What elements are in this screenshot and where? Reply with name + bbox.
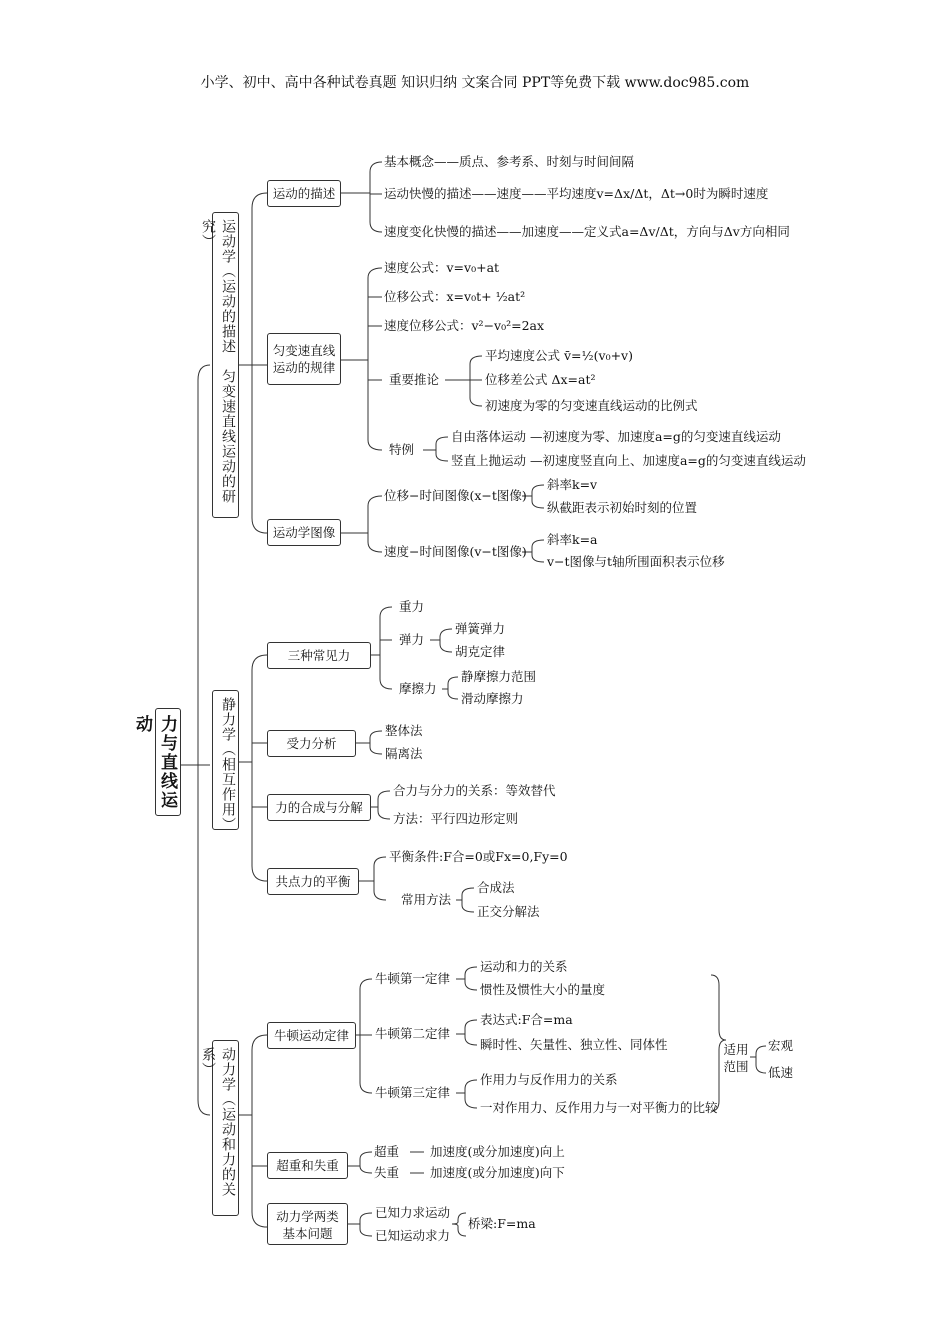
scope-label-line2: 范围 [723, 1059, 749, 1074]
scope-label-line1: 适用 [723, 1042, 749, 1057]
method-item: 合成法 [477, 880, 515, 895]
overweight-desc: 加速度(或分加速度)向上 [430, 1144, 565, 1159]
overweight-label: 超重 [374, 1144, 400, 1159]
two-problems-label-line2: 基本问题 [282, 1226, 333, 1241]
method-item: 正交分解法 [477, 904, 540, 919]
free-fall-item: 自由落体运动 —初速度为零、加速度a=g的匀变速直线运动 [451, 429, 781, 444]
elastic-force-label: 弹力 [399, 632, 425, 647]
uniform-motion-label-line1: 匀变速直线 [272, 343, 336, 358]
methods-label: 常用方法 [401, 892, 452, 907]
force-analysis-node: 受力分析 [267, 730, 356, 757]
analysis-item: 隔离法 [385, 746, 423, 761]
newton-third-item: 一对作用力、反作用力与一对平衡力的比较 [480, 1100, 718, 1115]
newton-laws-node: 牛顿运动定律 [267, 1022, 356, 1049]
newton-second-item: 瞬时性、矢量性、独立性、同体性 [480, 1037, 668, 1052]
vertical-throw-item: 竖直上抛运动 —初速度竖直向上、加速度a=g的匀变速直线运动 [451, 453, 806, 468]
analysis-item: 整体法 [385, 723, 423, 738]
two-problems-node [267, 1203, 348, 1245]
newton-first-label: 牛顿第一定律 [375, 971, 451, 986]
xt-graph-item: 斜率k=v [547, 477, 598, 492]
gravity-item: 重力 [399, 599, 425, 614]
newton-first-item: 惯性及惯性大小的量度 [480, 982, 606, 997]
acceleration-item: 速度变化快慢的描述——加速度——定义式a=Δv/Δt，方向与Δv方向相同 [384, 224, 790, 239]
uniform-motion-node [267, 333, 341, 385]
problem-item: 已知力求运动 [375, 1205, 451, 1220]
motion-description-node: 运动的描述 [267, 180, 341, 207]
vt-graph-item: 斜率k=a [547, 532, 598, 547]
root-node: 力与直线运动 [155, 708, 181, 816]
uniform-motion-label-line2: 运动的规律 [272, 360, 336, 375]
scope-item: 低速 [768, 1065, 794, 1080]
velocity-formula: 速度公式：v=v₀+at [384, 260, 500, 275]
xt-graph-item: 纵截距表示初始时刻的位置 [547, 500, 698, 515]
inference-item: 初速度为零的匀变速直线运动的比例式 [485, 398, 698, 413]
page-header: 小学、初中、高中各种试卷真题 知识归纳 文案合同 PPT等免费下载 www.doc985.com [200, 75, 750, 91]
three-forces-node: 三种常见力 [267, 642, 371, 669]
friction-item: 静摩擦力范围 [461, 669, 537, 684]
composition-item: 方法：平行四边形定则 [393, 811, 519, 826]
inference-item: 平均速度公式 v̄=½(v₀+v) [485, 348, 633, 363]
newton-second-item: 表达式:F合=ma [480, 1012, 573, 1027]
weight-node: 超重和失重 [267, 1152, 348, 1179]
newton-third-label: 牛顿第三定律 [375, 1085, 451, 1100]
weightless-label: 失重 [374, 1165, 400, 1180]
equilibrium-condition: 平衡条件:F合=0或Fx=0,Fy=0 [389, 849, 568, 864]
newton-third-item: 作用力与反作用力的关系 [480, 1072, 618, 1087]
dynamics-node: 动力学（运动和力的关系） [212, 1040, 239, 1216]
elastic-item: 弹簧弹力 [455, 621, 506, 636]
displacement-formula: 位移公式：x=v₀t+ ½at² [384, 289, 526, 304]
vt-graph-label: 速度−时间图像(v−t图像) [384, 544, 527, 559]
newton-second-label: 牛顿第二定律 [375, 1026, 451, 1041]
vt-graph-item: v−t图像与t轴所围面积表示位移 [547, 554, 725, 569]
newton-first-item: 运动和力的关系 [480, 959, 568, 974]
basic-concepts-item: 基本概念——质点、参考系、时刻与时间间隔 [384, 154, 635, 169]
elastic-item: 胡克定律 [455, 644, 506, 659]
kinematics-graph-node: 运动学图像 [267, 519, 341, 546]
problem-item: 已知运动求力 [375, 1228, 451, 1243]
velocity-displacement-formula: 速度位移公式：v²−v₀²=2ax [384, 318, 545, 333]
inference-label: 重要推论 [389, 372, 440, 387]
bridge-label: 桥梁:F=ma [468, 1216, 536, 1231]
equilibrium-node: 共点力的平衡 [267, 868, 359, 895]
scope-item: 宏观 [768, 1038, 794, 1053]
composition-item: 合力与分力的关系：等效替代 [393, 783, 556, 798]
two-problems-label-line1: 动力学两类 [276, 1209, 339, 1224]
xt-graph-label: 位移−时间图像(x−t图像) [384, 488, 527, 503]
special-case-label: 特例 [389, 442, 415, 457]
friction-item: 滑动摩擦力 [461, 691, 524, 706]
statics-node: 静力学（相互作用） [212, 690, 239, 830]
velocity-item: 运动快慢的描述——速度——平均速度v=Δx/Δt，Δt→0时为瞬时速度 [384, 186, 769, 201]
friction-label: 摩擦力 [399, 681, 437, 696]
weightless-desc: 加速度(或分加速度)向下 [430, 1165, 565, 1180]
composition-node: 力的合成与分解 [267, 794, 371, 821]
kinematics-node: 运动学（运动的描述 匀变速直线运动的研究） [212, 212, 239, 518]
scope-label [721, 1041, 751, 1075]
inference-item: 位移差公式 Δx=at² [485, 372, 596, 387]
